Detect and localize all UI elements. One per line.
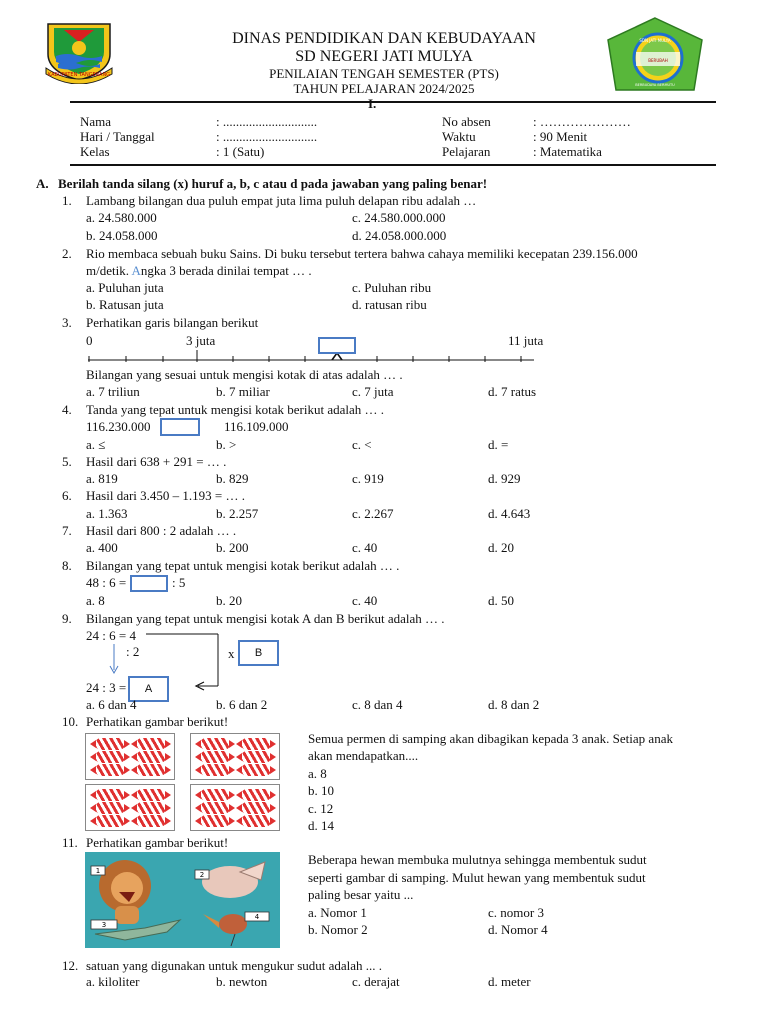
q7-option-d[interactable]: d. 20 xyxy=(488,540,514,555)
q3-number: 3. xyxy=(62,315,72,330)
q2-option-c[interactable]: c. Puluhan ribu xyxy=(352,280,432,295)
q1-text: Lambang bilangan dua puluh empat juta lima puluh delapan ribu adalah … xyxy=(86,193,477,208)
q10-option-c[interactable]: c. 12 xyxy=(308,801,334,816)
q12-option-b[interactable]: b. newton xyxy=(216,974,268,989)
header-line2: SD NEGERI JATI MULYA xyxy=(295,48,473,65)
q2-option-a[interactable]: a. Puluhan juta xyxy=(86,280,164,295)
q8-option-b[interactable]: b. 20 xyxy=(216,593,242,608)
q8-option-c[interactable]: c. 40 xyxy=(352,593,378,608)
candy-group-2 xyxy=(190,733,280,780)
q4-option-c[interactable]: c. < xyxy=(352,437,372,452)
q9-equation-1: 24 : 6 = 4 xyxy=(86,628,136,643)
q12-option-c[interactable]: c. derajat xyxy=(352,974,400,989)
svg-text:SDN JATI MULYA: SDN JATI MULYA xyxy=(639,38,671,43)
q11-number: 11. xyxy=(62,835,78,850)
candy-group-3 xyxy=(85,784,175,831)
pelajaran-value: : Matematika xyxy=(533,144,602,159)
q9-option-c[interactable]: c. 8 dan 4 xyxy=(352,697,403,712)
q5-text: Hasil dari 638 + 291 = … . xyxy=(86,454,227,469)
q6-number: 6. xyxy=(62,488,72,503)
q10-option-a[interactable]: a. 8 xyxy=(308,766,327,781)
q5-option-d[interactable]: d. 929 xyxy=(488,471,521,486)
nama-label: Nama xyxy=(80,114,112,129)
q8-option-a[interactable]: a. 8 xyxy=(86,593,105,608)
q7-option-a[interactable]: a. 400 xyxy=(86,540,118,555)
divider-bottom xyxy=(70,164,716,166)
q9-divide-2: : 2 xyxy=(126,644,140,659)
q5-option-a[interactable]: a. 819 xyxy=(86,471,118,486)
q11-option-b[interactable]: b. Nomor 2 xyxy=(308,922,368,937)
q4-option-a[interactable]: a. ≤ xyxy=(86,437,106,452)
q7-option-c[interactable]: c. 40 xyxy=(352,540,378,555)
q5-option-c[interactable]: c. 919 xyxy=(352,471,384,486)
q1-option-d[interactable]: d. 24.058.000.000 xyxy=(352,228,447,243)
q9-option-d[interactable]: d. 8 dan 2 xyxy=(488,697,540,712)
kelas-label: Kelas xyxy=(80,144,110,159)
q2-text-line1: Rio membaca sebuah buku Sains. Di buku tersebut tertera bahwa cahaya memiliki kecepatan 239.156.000 xyxy=(86,246,638,261)
q8-option-d[interactable]: d. 50 xyxy=(488,593,514,608)
q4-answer-box[interactable] xyxy=(160,418,200,436)
q3-option-d[interactable]: d. 7 ratus xyxy=(488,384,537,399)
q9-number: 9. xyxy=(62,611,72,626)
q1-option-a[interactable]: a. 24.580.000 xyxy=(86,210,157,225)
divider-top xyxy=(70,101,716,103)
q8-left: 48 : 6 = xyxy=(86,575,127,590)
q11-desc-line3: paling besar yaitu ... xyxy=(308,887,414,902)
q1-option-b[interactable]: b. 24.058.000 xyxy=(86,228,158,243)
svg-text:KABUPATEN TANGERANG: KABUPATEN TANGERANG xyxy=(47,72,111,78)
q3-number-line xyxy=(86,336,538,366)
q11-desc-line2: seperti gambar di samping. Mulut hewan yang membentuk sudut xyxy=(308,870,646,885)
q3-answer-box[interactable] xyxy=(318,337,356,354)
q9-text: Bilangan yang tepat untuk mengisi kotak A dan B berikut adalah … . xyxy=(86,611,445,626)
q11-option-d[interactable]: d. Nomor 4 xyxy=(488,922,548,937)
q3-label-3juta: 3 juta xyxy=(186,333,216,348)
absen-field[interactable]: : ………………… xyxy=(533,114,631,129)
q10-number: 10. xyxy=(62,714,79,729)
q11-text: Perhatikan gambar berikut! xyxy=(86,835,229,850)
q6-text: Hasil dari 3.450 – 1.193 = … . xyxy=(86,488,245,503)
section-instruction: Berilah tanda silang (x) huruf a, b, c atau d pada jawaban yang paling benar! xyxy=(58,176,488,191)
stray-mark: I. xyxy=(368,96,377,111)
candy-group-1 xyxy=(85,733,175,780)
tag-1: 1 xyxy=(95,867,101,875)
animals-image xyxy=(85,852,280,948)
q12-option-a[interactable]: a. kiloliter xyxy=(86,974,140,989)
q10-desc-line2: akan mendapatkan.... xyxy=(308,748,419,763)
q4-option-d[interactable]: d. = xyxy=(488,437,509,452)
q9-equation-2: 24 : 3 = xyxy=(86,680,127,695)
q2-text-line2: m/detik. Angka 3 berada dinilai tempat … . xyxy=(86,263,312,278)
tag-3: 3 xyxy=(101,921,107,929)
q6-option-d[interactable]: d. 4.643 xyxy=(488,506,531,521)
q5-option-b[interactable]: b. 829 xyxy=(216,471,249,486)
pelajaran-label: Pelajaran xyxy=(442,144,491,159)
q12-number: 12. xyxy=(62,958,79,973)
q3-option-b[interactable]: b. 7 miliar xyxy=(216,384,270,399)
tag-4: 4 xyxy=(254,913,260,921)
q2-number: 2. xyxy=(62,246,72,261)
q3-label-0: 0 xyxy=(86,333,93,348)
q7-option-b[interactable]: b. 200 xyxy=(216,540,249,555)
q12-text: satuan yang digunakan untuk mengukur sudut adalah ... . xyxy=(86,958,383,973)
q7-text: Hasil dari 800 : 2 adalah … . xyxy=(86,523,237,538)
q9-box-b[interactable]: B xyxy=(238,640,279,666)
q3-label-11juta: 11 juta xyxy=(508,333,544,348)
hari-label: Hari / Tanggal xyxy=(80,129,155,144)
q2-option-b[interactable]: b. Ratusan juta xyxy=(86,297,164,312)
q6-option-a[interactable]: a. 1.363 xyxy=(86,506,128,521)
q2-option-d[interactable]: d. ratusan ribu xyxy=(352,297,427,312)
absen-label: No absen xyxy=(442,114,491,129)
q8-right: : 5 xyxy=(172,575,186,590)
q11-option-a[interactable]: a. Nomor 1 xyxy=(308,905,367,920)
q6-option-c[interactable]: c. 2.267 xyxy=(352,506,394,521)
q3-option-c[interactable]: c. 7 juta xyxy=(352,384,394,399)
q7-number: 7. xyxy=(62,523,72,538)
section-label: A. xyxy=(36,176,49,191)
q11-desc-line1: Beberapa hewan membuka mulutnya sehingga membentuk sudut xyxy=(308,852,647,867)
header-line1: DINAS PENDIDIKAN DAN KEBUDAYAAN xyxy=(232,30,536,47)
q8-answer-box[interactable] xyxy=(130,575,168,592)
waktu-label: Waktu xyxy=(442,129,476,144)
q9-times: x xyxy=(228,646,235,661)
q4-left-number: 116.230.000 xyxy=(86,419,151,434)
q4-option-b[interactable]: b. > xyxy=(216,437,237,452)
header-line3: PENILAIAN TENGAH SEMESTER (PTS) xyxy=(269,66,499,81)
q1-option-c[interactable]: c. 24.580.000.000 xyxy=(352,210,446,225)
waktu-value: : 90 Menit xyxy=(533,129,588,144)
q10-text: Perhatikan gambar berikut! xyxy=(86,714,229,729)
q5-number: 5. xyxy=(62,454,72,469)
candy-group-4 xyxy=(190,784,280,831)
hari-field[interactable]: : ............................. xyxy=(216,129,318,144)
q10-option-d[interactable]: d. 14 xyxy=(308,818,334,833)
q9-option-a[interactable]: a. 6 dan 4 xyxy=(86,697,137,712)
q10-option-b[interactable]: b. 10 xyxy=(308,783,334,798)
q3-text: Perhatikan garis bilangan berikut xyxy=(86,315,259,330)
q8-text: Bilangan yang tepat untuk mengisi kotak berikut adalah … . xyxy=(86,558,400,573)
q8-number: 8. xyxy=(62,558,72,573)
q11-option-c[interactable]: c. nomor 3 xyxy=(488,905,544,920)
q3-option-a[interactable]: a. 7 triliun xyxy=(86,384,140,399)
q9-option-b[interactable]: b. 6 dan 2 xyxy=(216,697,268,712)
q1-number: 1. xyxy=(62,193,72,208)
q9-box-a[interactable]: A xyxy=(128,676,169,702)
q4-number: 4. xyxy=(62,402,72,417)
kelas-value: : 1 (Satu) xyxy=(216,144,265,159)
q12-option-d[interactable]: d. meter xyxy=(488,974,531,989)
header-line4: TAHUN PELAJARAN 2024/2025 xyxy=(293,81,475,96)
q3-question: Bilangan yang sesuai untuk mengisi kotak di atas adalah … . xyxy=(86,367,403,382)
q6-option-b[interactable]: b. 2.257 xyxy=(216,506,259,521)
svg-text:BERBUDAYA BERMUTU: BERBUDAYA BERMUTU xyxy=(635,83,675,87)
q10-desc-line1: Semua permen di samping akan dibagikan kepada 3 anak. Setiap anak xyxy=(308,731,673,746)
tag-2: 2 xyxy=(199,871,205,879)
q4-text: Tanda yang tepat untuk mengisi kotak berikut adalah … . xyxy=(86,402,385,417)
nama-field[interactable]: : ............................. xyxy=(216,114,318,129)
q4-right-number: 116.109.000 xyxy=(224,419,289,434)
svg-text:BERUBAH: BERUBAH xyxy=(648,58,668,63)
